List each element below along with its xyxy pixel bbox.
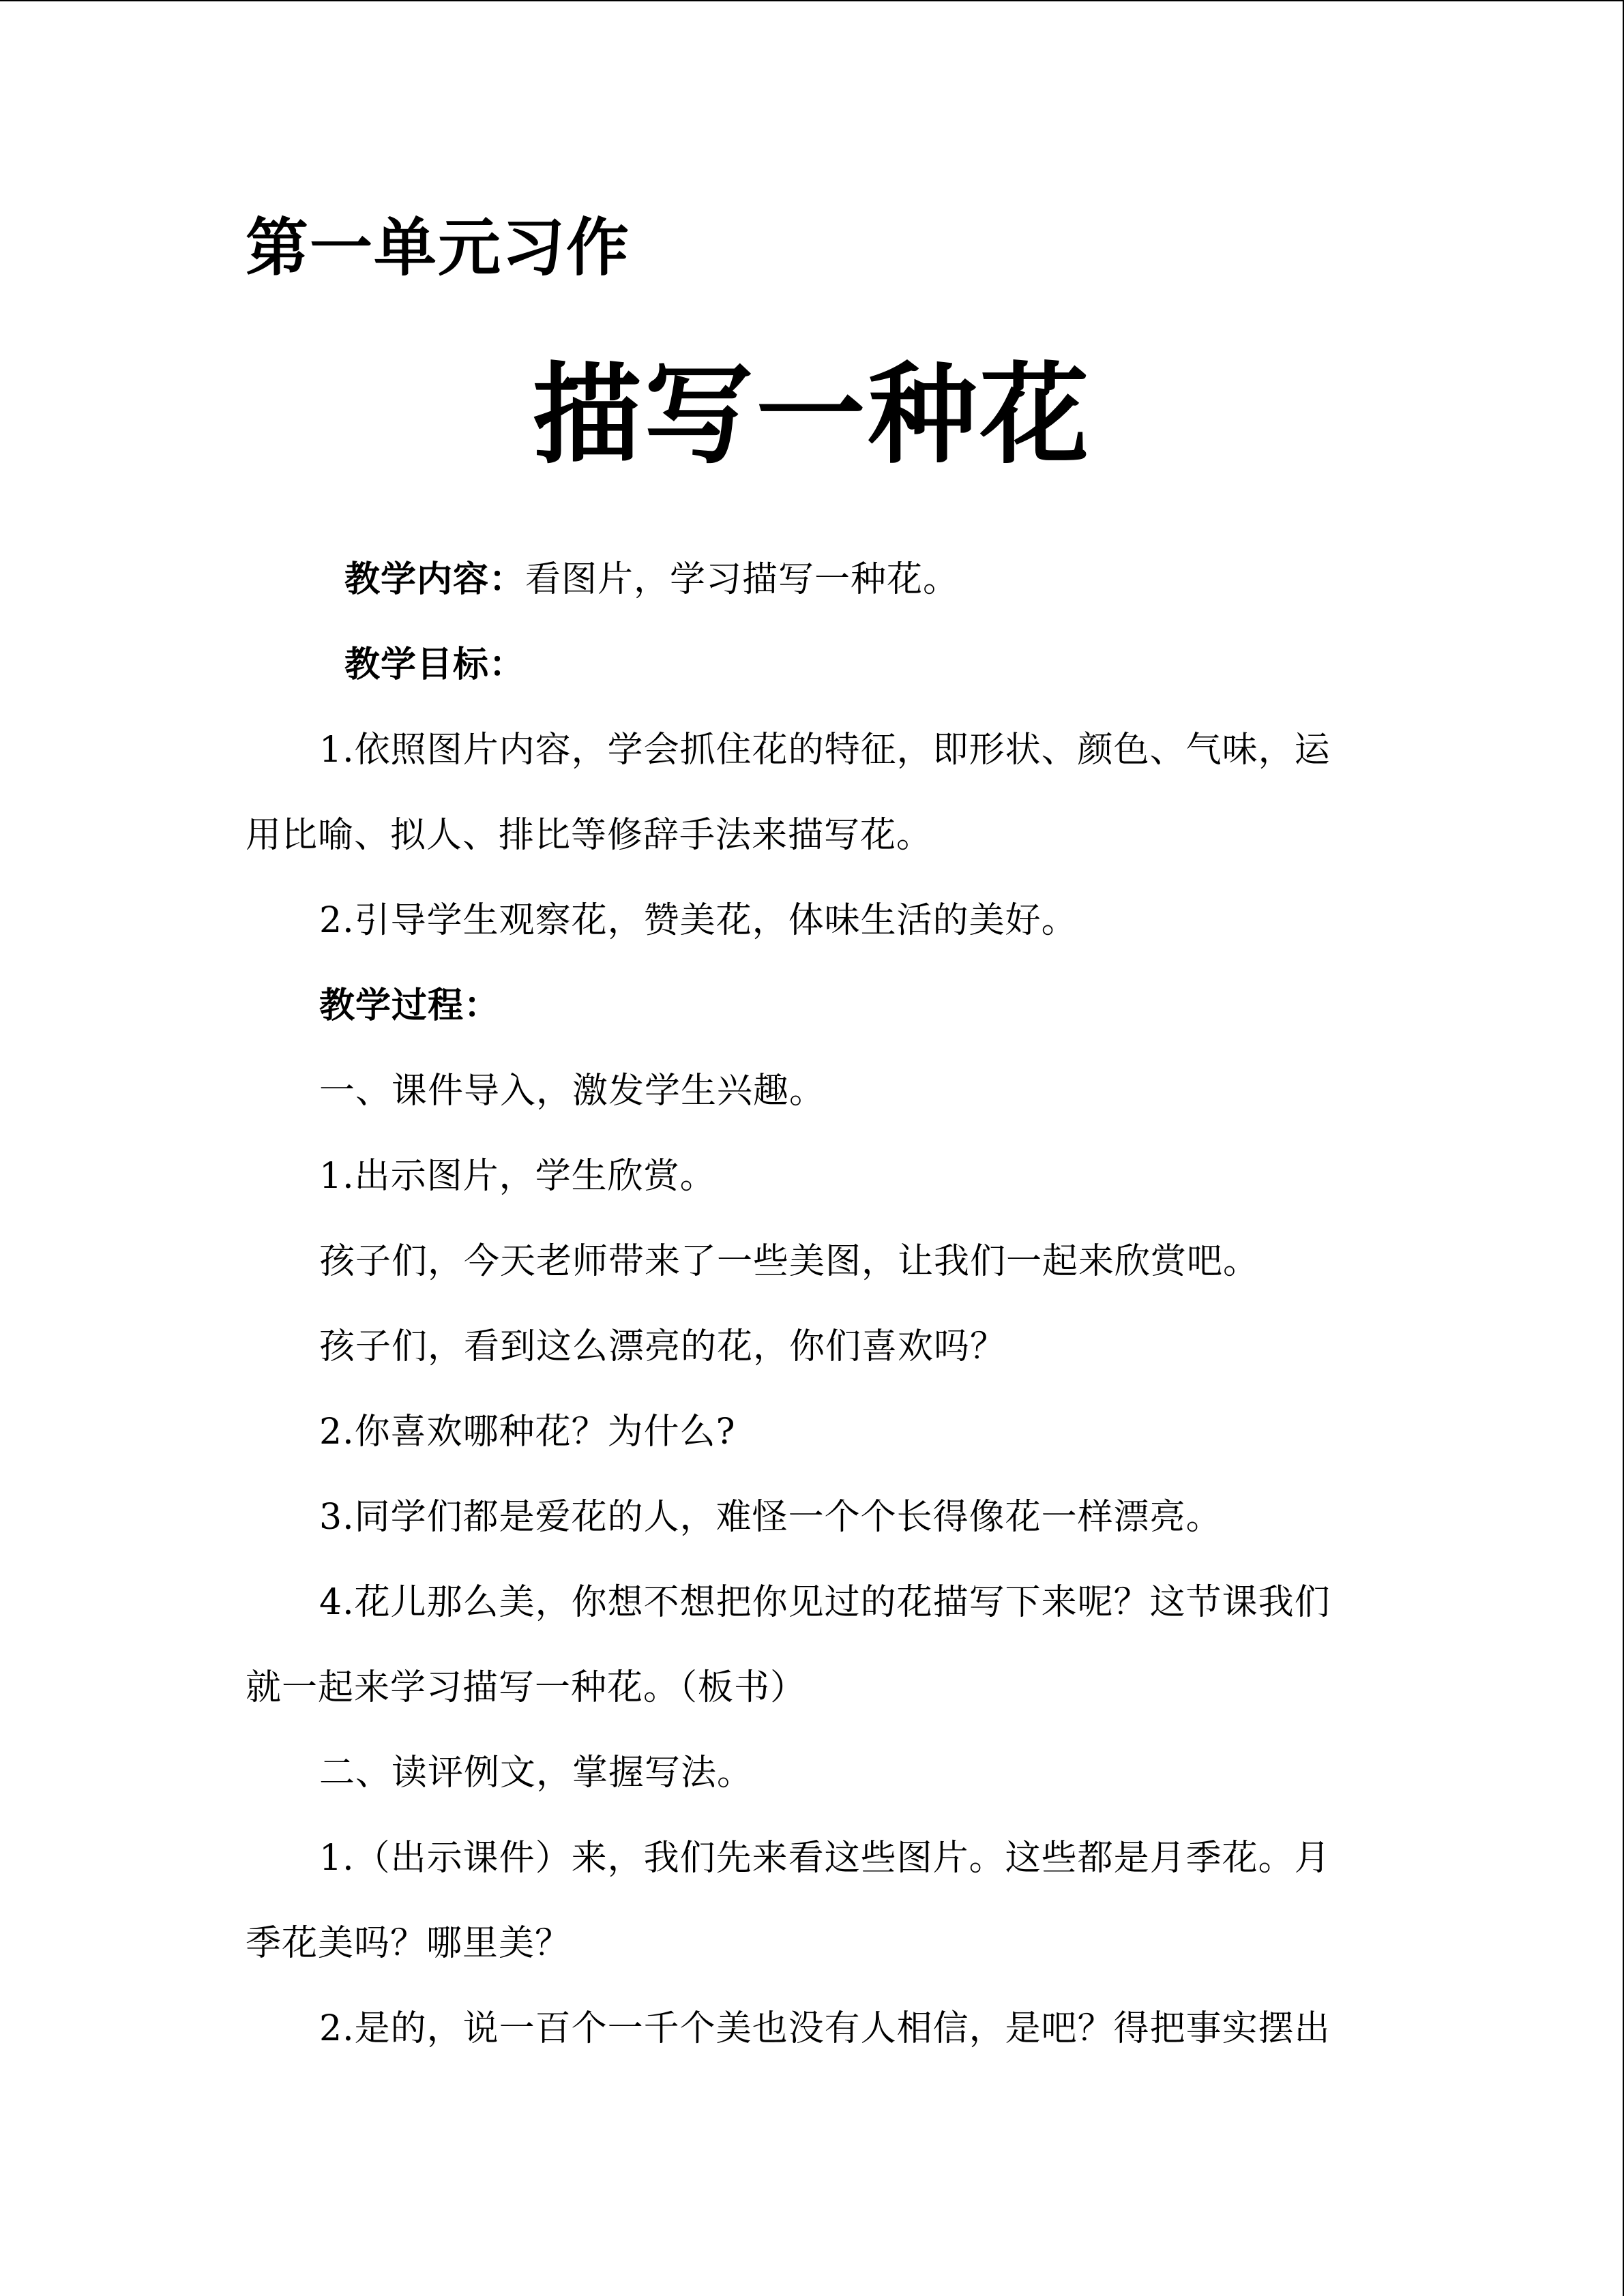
process-line — [246, 982, 1453, 1030]
teaching-goals-label: 教学目标： — [344, 644, 526, 685]
teaching-goals-line — [246, 641, 1478, 689]
step-3: 3.同学们都是爱花的人，难怪一个个长得像花一样漂亮。 — [319, 1497, 1222, 1538]
goal-1-line-1: 1.依照图片内容，学会抓住花的特征，即形状、颜色、气味，运 — [319, 730, 1331, 771]
step-2: 2.你喜欢哪种花？为什么? — [319, 1412, 736, 1452]
step-1-paragraph-a: 孩子们，今天老师带来了一些美图，让我们一起来欣赏吧。 — [319, 1241, 1260, 1282]
step-4-line-2: 就一起来学习描写一种花。（板书） — [246, 1667, 807, 1708]
section-1-heading: 一、课件导入，激发学生兴趣。 — [319, 1071, 826, 1112]
step-4-line-1: 4.花儿那么美，你想不想把你见过的花描写下来呢？这节课我们 — [319, 1582, 1331, 1623]
process-label: 教学过程： — [319, 985, 501, 1026]
section-2-heading: 二、读评例文，掌握写法。 — [319, 1753, 754, 1793]
teaching-content-text: 看图片，学习描写一种花。 — [525, 559, 960, 600]
section-2-step-1-line-1: 1.（出示课件）来，我们先来看这些图片。这些都是月季花。月 — [319, 1838, 1331, 1879]
unit-title: 第一单元习作 — [246, 211, 631, 284]
section-2-step-1-line-2: 季花美吗？哪里美？ — [246, 1923, 572, 1964]
teaching-content-label: 教学内容： — [344, 558, 526, 600]
teaching-content-line — [246, 556, 1478, 603]
main-title: 描写一种花 — [532, 351, 1092, 479]
step-1-paragraph-b: 孩子们，看到这么漂亮的花，你们喜欢吗？ — [319, 1326, 1007, 1367]
goal-2: 2.引导学生观察花，赞美花，体味生活的美好。 — [319, 900, 1078, 941]
step-1: 1.出示图片，学生欣赏。 — [319, 1156, 716, 1197]
goal-1-line-2: 用比喻、拟人、排比等修辞手法来描写花。 — [246, 815, 933, 856]
section-2-step-2-line-1: 2.是的，说一百个一千个美也没有人相信，是吧？得把事实摆出 — [319, 2008, 1331, 2049]
